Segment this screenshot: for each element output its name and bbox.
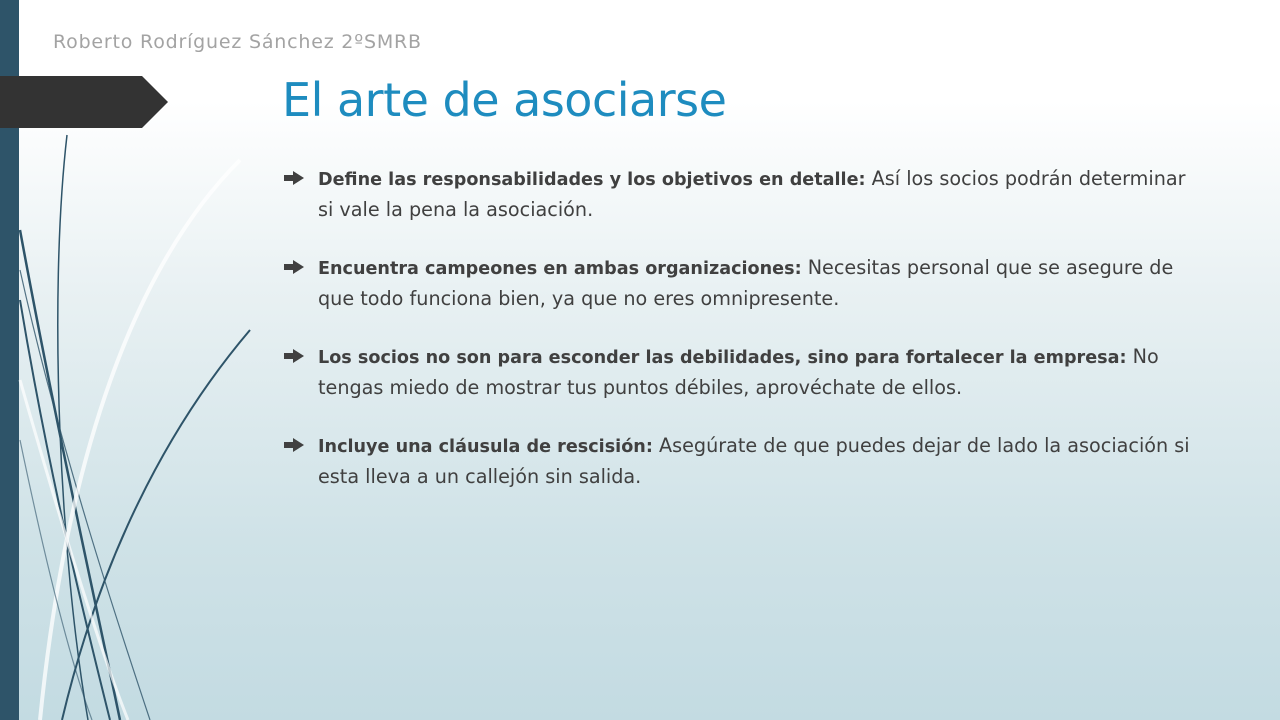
bullet-item <box>284 164 1204 224</box>
bullet-term: Define las responsabilidades y los objetivos en detalle: <box>318 170 866 190</box>
bullet-term: Encuentra campeones en ambas organizaciones: <box>318 259 802 279</box>
bullet-text: No tengas miedo de mostrar tus puntos débiles, aprovéchate de ellos. <box>318 345 1159 399</box>
arrow-right-icon <box>284 171 304 185</box>
bullet-text: Asegúrate de que puedes dejar de lado la asociación si esta lleva a un callejón sin salida. <box>318 434 1190 488</box>
bullet-text: Así los socios podrán determinar si vale la pena la asociación. <box>318 167 1186 221</box>
title-tab-shape <box>0 76 168 128</box>
bullet-text: Necesitas personal que se asegure de que todo funciona bien, ya que no eres omnipresente. <box>318 256 1174 310</box>
bullet-item <box>284 431 1204 491</box>
bullet-term: Los socios no son para esconder las debilidades, sino para fortalecer la empresa: <box>318 348 1127 368</box>
bullet-list <box>284 164 1204 491</box>
arrow-right-icon <box>284 349 304 363</box>
author-name: Roberto Rodríguez Sánchez 2ºSMRB <box>53 31 422 53</box>
arrow-right-icon <box>284 438 304 452</box>
arrow-right-icon <box>284 260 304 274</box>
bullet-term: Incluye una cláusula de rescisión: <box>318 437 653 457</box>
bullet-item <box>284 253 1204 313</box>
bullet-item <box>284 342 1204 402</box>
slide-title: El arte de asociarse <box>282 73 727 127</box>
